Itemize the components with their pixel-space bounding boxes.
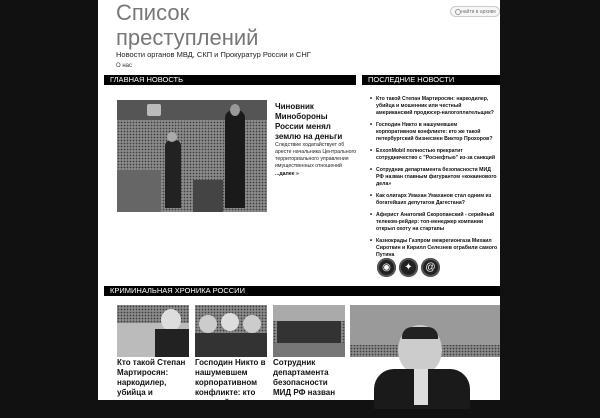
page [98, 0, 500, 417]
chronicle-photo[interactable] [195, 305, 267, 357]
email-icon[interactable]: @ [421, 258, 440, 277]
section-header-latest-news: ПОСЛЕДНИЕ НОВОСТИ [362, 75, 500, 85]
section-header-criminal-chronicle: КРИМИНАЛЬНАЯ ХРОНИКА РОССИИ [104, 286, 500, 296]
about-link[interactable]: О нас [116, 63, 132, 69]
latest-news-item[interactable]: • Как олигарх Умахан Умаханов стал одним из богатейших депутатов Дагестана? [370, 193, 498, 207]
latest-news-item[interactable]: • Казнокрады Газпром межрегионгаза Михаил Сироткин и Кирилл Селезнев ограбили самого Путина [370, 238, 498, 259]
latest-news-item[interactable]: • Господин Никто в нашумевшем корпоративном конфликте: кто же такой петербургский бизнесмен Виктор Прохоров? [370, 122, 498, 143]
search-box [450, 6, 500, 17]
latest-news-item[interactable]: • ExxonMobil полностью прекратит сотрудничество с "Роснефтью" из-за санкций [370, 148, 498, 162]
chronicle-title[interactable]: Кто такой Степан Мартиросян: наркодилер, убийца и мошенник или честный [117, 358, 186, 417]
featured-headline[interactable]: Чиновник Минобороны России менял землю на деньги [275, 102, 343, 141]
featured-photo[interactable] [117, 100, 267, 212]
latest-news-list [370, 96, 498, 264]
site-title[interactable]: Список преступлений [116, 0, 259, 50]
featured-excerpt [275, 142, 357, 178]
twitter-icon[interactable]: ✦ [399, 258, 418, 277]
latest-news-item[interactable]: • Сотрудник департамента безопасности МИД РФ назван главным фигурантом «кокаинового дела» [370, 167, 498, 188]
chronicle-photo[interactable] [117, 305, 189, 357]
chronicle-photo-large[interactable] [350, 305, 500, 357]
rss-icon[interactable]: ◉ [377, 258, 396, 277]
latest-news-item[interactable]: • Аферист Анатолий Скоропанский - серийный телеком-рейдер: топ-менеджер компании открыл охоту на стартапы [370, 212, 498, 233]
chronicle-photo[interactable] [273, 305, 345, 357]
section-header-main-news: ГЛАВНАЯ НОВОСТЬ [104, 75, 356, 85]
read-more-link[interactable]: ...далее » [275, 171, 299, 177]
latest-news-item[interactable]: • Кто такой Степан Мартиросян: наркодилер, убийца и мошенник или честный американский продюсер-налогоплательщик? [370, 96, 498, 117]
search-input[interactable] [461, 8, 499, 16]
site-tagline: Новости органов МВД, СКП и Прокуратур России и СНГ [116, 50, 311, 59]
chronicle-title[interactable]: Господин Никто в нашумевшем корпоративном конфликте: кто же такой [195, 358, 266, 407]
featured-excerpt-text: Следствие ходатайствует об аресте начальника Центрального территориального управления имущественных отношений [275, 142, 357, 169]
chronicle-title[interactable]: Сотрудник департамента безопасности МИД РФ назван главным фигурантом [273, 358, 336, 417]
